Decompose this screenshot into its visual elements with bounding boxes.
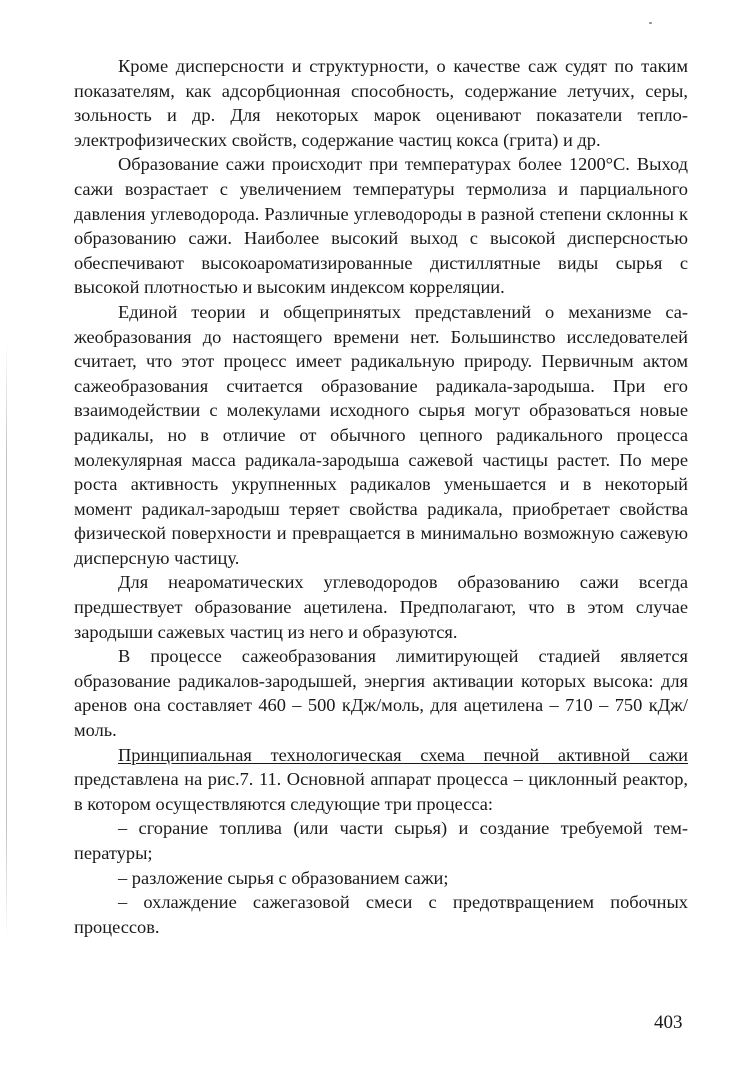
list-item-gas-cooling: – охлаждение сажегазовой смеси с предотвращением побочных процессов.	[74, 892, 688, 937]
scheme-description: представлена на рис.7. 11. Основной аппарат процесса – циклонный реактор, в котором осуществляются следующие три процесса:	[74, 769, 688, 814]
paragraph-acetylene-precursor: Для неароматических углеводородов образованию сажи всегда предшествует образование ацетилена. Предполагают, что в этом случае зародыши сажевых частиц из него и образуются.	[74, 572, 688, 642]
list-item-feedstock-decomposition: – разложение сырья с образованием сажи;	[118, 867, 449, 888]
scheme-heading-underlined: Принципиальная технологическая схема печной активной сажи	[118, 744, 688, 765]
paragraph-soot-formation-temperature: Образование сажи происходит при температурах более 1200°С. Выход сажи возрастает с увеличением температуры термолиза и парциального давления углеводорода. Различные углеводороды в разной степени склонны к образованию сажи. Наиболее высокий выход с высокой дисперсностью обеспечивают высокоароматизированные дистиллятные виды сырья с высокой плотностью и высоким индексом корреляции.	[74, 154, 688, 298]
paragraph-dispersity-quality: Кроме дисперсности и структурности, о качестве саж судят по таким показателям, как адсорбционная способность, содержание летучих, серы, зольность и др. Для некоторых марок оценивают показатели тепло-электрофизических свойств, содержание частиц кокса (грита) и др.	[74, 56, 688, 150]
scan-edge-shadow	[6, 340, 7, 940]
document-body	[74, 54, 688, 939]
page-number: 403	[654, 1012, 683, 1033]
scan-speck	[649, 22, 652, 24]
paragraph-soot-formation-theory: Единой теории и общепринятых представлений о механизме сажеобразования до настоящего времени нет. Большинство исследователей считает, что этот процесс имеет радикальную природу. Первичным актом сажеобразования считается образование радикала-зародыша. При его взаимодействии с молекулами исходного сырья могут образоваться новые радикалы, но в отличие от обычного цепного радикального процесса молекулярная масса радикала-зародыша сажевой частицы растет. По мере роста активность укрупненных радикалов уменьшается и в некоторый момент радикал-зародыш теряет свойства радикала, приобретает свойства физической поверхности и превращается в минимально возможную сажевую дисперсную частицу.	[74, 301, 688, 568]
list-item-fuel-combustion: – сгорание топлива (или части сырья) и создание требуемой температуры;	[74, 818, 688, 863]
paragraph-technological-scheme	[74, 743, 688, 817]
paragraph-limiting-stage: В процессе сажеобразования лимитирующей стадией является образование радикалов-зародышей, энергия активации которых высока: для аренов она составляет 460 – 500 кДж/моль, для ацетилена – 710 – 750 кДж/моль.	[74, 646, 688, 741]
